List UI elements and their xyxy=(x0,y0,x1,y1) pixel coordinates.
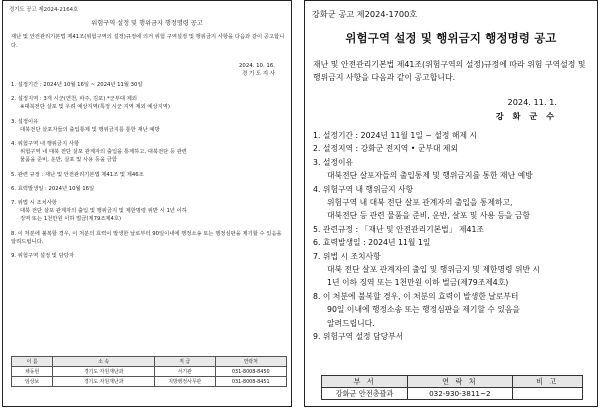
item-area-note: ※대북전단 살포 및 우려 예상지역(특정 시군 지역 제외 예상지역) xyxy=(20,104,170,111)
item-effective-date: 6. 효력발생일 : 2024년 11월 1일 xyxy=(313,238,431,248)
table-cell: 032-930-3811~2 xyxy=(408,388,512,400)
item-reason-detail: 대북전단 살포자들의 출입통제 및 행위금지를 통한 재난 예방 xyxy=(20,126,160,133)
table-cell: 강화군 안전총괄과 xyxy=(322,388,408,400)
table-row xyxy=(12,367,287,377)
item-period: 1. 설정기간 : 2024년 11월 1일 ~ 설정 해제 시 xyxy=(313,131,478,140)
item-contact: 9. 위험구역 설정 담당부서 xyxy=(313,332,404,342)
item-effective-date: 6. 효력발생일 : 2024년 10월 16일 xyxy=(11,185,95,192)
table-cell: 031-8008-8450 xyxy=(215,367,287,377)
table-header: 연락처 xyxy=(215,357,287,367)
notice-date-block xyxy=(239,62,275,78)
contact-table xyxy=(11,356,287,387)
item-prohibitions-detail-1: 위험구역 내 대북 전단 살포 관계자의 출입을 통제하고, 대북전단 등 관련 xyxy=(20,149,187,156)
item-prohibitions: 4. 위험구역 내 행위금지 사항 xyxy=(313,184,414,194)
notice-body xyxy=(313,129,597,344)
item-appeal-3: 알려드립니다. xyxy=(327,318,375,328)
item-reason-detail: 대북전단 살포자들의 출입통제 및 행위금지를 통한 재난 예방 xyxy=(327,171,533,181)
table-cell: 031-8008-8451 xyxy=(215,377,287,387)
table-header: 연 락 처 xyxy=(408,376,512,388)
table-cell xyxy=(512,388,582,400)
notice-date: 2024. 11. 1. xyxy=(507,97,557,107)
notice-intro: 재난 및 안전관리기본법 제41조(위험구역의 설정)규정에 따라 위험 구역설정 및 행위금지 사항을 다음과 같이 공고합니다. xyxy=(313,60,586,82)
item-penalty: 7. 위법 시 조치사항 xyxy=(11,200,57,207)
item-contact: 9. 위험구역 설정 및 담당자 xyxy=(11,253,74,260)
table-header-row xyxy=(12,357,287,367)
table-header: 이 름 xyxy=(12,357,53,367)
item-appeal-1: 8. 이 처분에 불복할 경우, 이 처분의 효력이 발생한 날로부터 xyxy=(313,291,519,301)
item-reason: 3. 설정이유 xyxy=(313,157,354,167)
notice-date: 2024. 10. 16. xyxy=(238,63,275,69)
table-header: 소 속 xyxy=(53,357,155,367)
notice-number: 경기도 공고 제2024-2164호 xyxy=(9,7,79,13)
table-row xyxy=(322,388,583,400)
item-penalty: 7. 위법 시 조치사항 xyxy=(313,251,381,261)
table-cell: 서기관 xyxy=(155,367,216,377)
item-period: 1. 설정기간 : 2024년 10월 16일 ~ 2024년 11월 30일 xyxy=(11,82,143,88)
table-row xyxy=(12,377,287,387)
item-reason: 3. 설정이유 xyxy=(11,118,39,125)
item-penalty-detail-2: 징역 또는 1천만원 이하 벌금(제79조제4호) xyxy=(20,216,122,223)
table-cell: 지방행정사무관 xyxy=(155,377,216,387)
item-prohibitions-detail-2: 대북전단 등 관련 물품을 준비, 운반, 살포 및 사용 등을 금함 xyxy=(327,211,530,221)
item-area: 2. 설정지역 : 강화군 전지역 • 군부대 제외 xyxy=(313,144,458,154)
notice-issuer: 강 화 군 수 xyxy=(495,111,557,121)
item-penalty-detail-1: 대북 전단 살포 관계자의 출입 및 행위금지 및 제한명령 위반 시 1년 이하 xyxy=(20,208,187,215)
table-cell: 경기도 자원재난과 xyxy=(53,367,155,377)
table-header: 부 서 xyxy=(322,376,408,388)
notice-date-block xyxy=(496,95,557,123)
item-prohibitions-detail-1: 위험구역 내 대북 전단 살포 관계자의 출입을 통제하고, xyxy=(327,198,513,208)
item-prohibitions-detail-2: 물품을 준비, 운반, 살포 및 사용 등을 금함 xyxy=(20,157,118,164)
notice-issuer: 경 기 도 지 사 xyxy=(242,71,275,77)
notice-body xyxy=(11,81,287,260)
item-regulation: 5. 관련 규정 : 재난 및 안전관리기본법 제41조 및 제46조 xyxy=(11,171,144,178)
item-area: 2. 설정지역 : 3개 시군(연천, 파주, 김포) *군부대 제외 xyxy=(11,96,137,103)
notice-number: 강화군 공고 제2024-1700호 xyxy=(312,9,418,19)
table-cell: 채동현 xyxy=(12,367,53,377)
item-appeal: 8. 이 처분에 불복할 경우, 이 처분의 효력이 발생한 날로부터 90일이내에 행정소송 또는 행정심판을 제기할 수 있음을 알려드립니다. xyxy=(11,230,282,245)
table-header: 비 고 xyxy=(512,376,582,388)
item-regulation: 5. 관련규정 : 「재난 및 안전관리기본법」 제41조 xyxy=(313,224,484,234)
item-penalty-detail-2: 1년 이하 징역 또는 1천만원 이하 벌금(제79조제4호) xyxy=(327,278,509,288)
notice-ganghwa xyxy=(304,0,598,407)
item-penalty-detail-1: 대북 전단 살포 관계자의 출입 및 행위금지 및 제한명령 위반 시 xyxy=(327,265,541,275)
table-cell: 경기도 자원재난과 xyxy=(53,377,155,387)
table-cell: 임상보 xyxy=(12,377,53,387)
notice-title: 위험구역 설정 및 행위금지 행정명령 공고 xyxy=(91,20,203,27)
item-appeal-2: 90일 이내에 행정소송 또는 행정심판을 제기할 수 있음을 xyxy=(327,305,520,315)
item-prohibitions: 4. 위험구역 내 행위금지 사항 xyxy=(11,141,80,148)
table-header: 직 급 xyxy=(155,357,216,367)
notice-intro: 재난 및 안전관리기본법 제41조(위험구역의 설정)규정에 의거 위험 구역설정 및 행위금지 사항을 다음과 같이 공고합니다. xyxy=(11,34,285,49)
notice-title: 위험구역 설정 및 행위금지 행정명령 공고 xyxy=(345,31,557,45)
notice-gyeonggi xyxy=(2,0,292,407)
table-header-row xyxy=(322,376,583,388)
contact-table xyxy=(321,375,583,400)
